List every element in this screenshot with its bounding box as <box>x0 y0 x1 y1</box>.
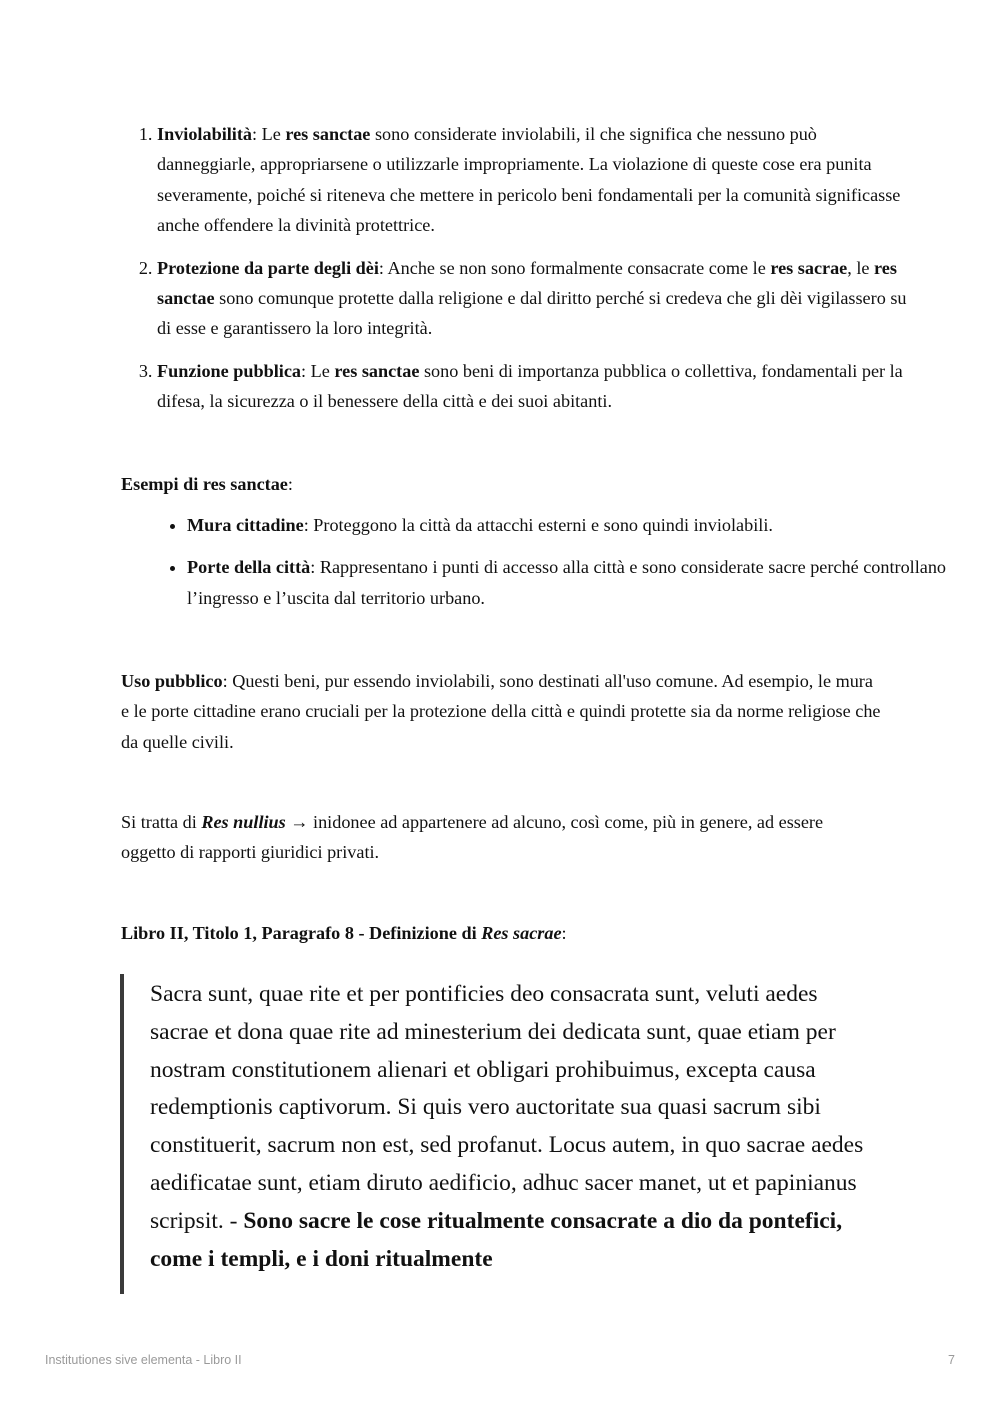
item-text: sono beni di importanza pubblica o collettiva, fondamentali per la difesa, la sicurezza o il benessere della città e dei suoi abitanti. <box>157 360 903 412</box>
item-bold: res sanctae <box>285 124 371 144</box>
item-text: sono considerate inviolabili, il che significa che nessuno può danneggiarle, appropriarsene o utilizzarle impropriamente. La violazione di queste cose era punita severamente, poiché si riteneva che mettere in pericolo beni fondamentali per la comunità significasse anche offendere la divinità protettrice. <box>157 124 901 236</box>
uso-pubblico-text: : Questi beni, pur essendo inviolabili, sono destinati all'uso comune. Ad esempio, le mura e le porte cittadine erano cruciali per la protezione della città e quindi protette sia da norme religiose che da quelle civili. <box>121 671 881 752</box>
examples-heading <box>121 469 293 499</box>
section-heading-bold: Libro II, Titolo 1, Paragrafo 8 - Definizione di <box>121 923 482 943</box>
list-item <box>187 510 947 540</box>
item-term: Inviolabilità <box>157 124 253 144</box>
item-text: , le <box>847 257 875 278</box>
item-text: : Le <box>252 124 286 144</box>
latin-blockquote <box>120 974 865 1294</box>
item-text: : Le <box>301 360 335 381</box>
item-bold: res sanctae <box>157 257 897 309</box>
list-item <box>157 119 917 241</box>
examples-heading-bold: Esempi di res sanctae <box>121 474 288 494</box>
footer-title: Institutiones sive elementa - Libro II <box>45 1353 242 1367</box>
list-item <box>157 356 917 417</box>
uso-pubblico-term: Uso pubblico <box>121 671 223 691</box>
section-heading <box>121 918 567 948</box>
item-text: : Anche se non sono formalmente consacrate come le <box>378 257 771 278</box>
characteristics-list <box>121 119 917 429</box>
res-nullius-text: → inidonee ad appartenere ad alcuno, così come, più in genere, ad essere oggetto di rapporti giuridici privati. <box>121 812 824 863</box>
bullet-text: : Proteggono la città da attacchi esterni e sono quindi inviolabili. <box>303 515 773 535</box>
item-term: Protezione da parte degli dèi <box>157 257 379 278</box>
res-nullius-paragraph <box>121 807 881 868</box>
bullet-term: Porte della città <box>187 557 311 578</box>
bullet-text: : Rappresentano i punti di accesso alla città e sono considerate sacre perché controllano l’ingresso e l’uscita dal territorio urbano. <box>187 557 947 608</box>
item-bold: res sanctae <box>334 360 420 381</box>
res-nullius-term: Res nullius <box>201 812 286 832</box>
page-number: 7 <box>948 1353 955 1367</box>
section-heading-italic: Res sacrae <box>481 923 562 943</box>
uso-pubblico-paragraph <box>121 666 881 757</box>
item-bold: res sacrae <box>770 257 848 278</box>
quote-translation: Sono sacre le cose ritualmente consacrate a dio da pontefici, come i templi, e i doni ritualmente <box>150 1207 843 1272</box>
list-item <box>187 552 947 613</box>
item-text: sono comunque protette dalla religione e dal diritto perché si credeva che gli dèi vigilassero su di esse e garantissero la loro integrità. <box>157 288 907 339</box>
section-heading-suffix: : <box>561 923 567 943</box>
res-nullius-prefix: Si tratta di <box>121 812 202 832</box>
quote-latin-text: Sacra sunt, quae rite et per pontificies deo consacrata sunt, veluti aedes sacrae et dona quae rite ad minesterium dei dedicata sunt, quae etiam per nostram constitutionem alienari et obligari prohibuimus, excepta causa redemptionis captivorum. Si quis vero auctoritate sua quasi sacrum sibi constituerit, sacrum non est, sed profanut. Locus autem, in quo sacrae aedes aedificatae sunt, etiam diruto aedificio, adhuc sacer manet, ut et papinianus scripsit. - <box>150 981 864 1234</box>
examples-heading-suffix: : <box>287 474 293 494</box>
quote-body <box>150 974 865 1278</box>
list-item <box>157 253 917 344</box>
item-term: Funzione pubblica <box>157 360 302 381</box>
bullet-term: Mura cittadine <box>187 515 304 535</box>
examples-list <box>121 510 947 625</box>
